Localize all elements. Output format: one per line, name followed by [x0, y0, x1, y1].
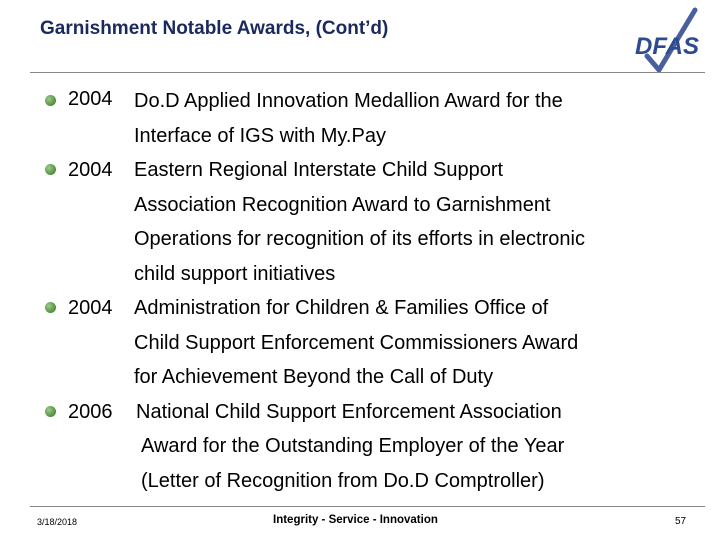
list-item [0, 291, 720, 395]
award-year: 2004 [68, 88, 113, 110]
logo-text: DFAS [635, 33, 700, 60]
award-line: Administration for Children & Families Office of [134, 297, 549, 319]
footer-divider [30, 506, 705, 507]
footer-tagline: Integrity - Service - Innovation [273, 514, 438, 526]
header-divider [30, 72, 705, 73]
award-line: Child Support Enforcement Commissioners Award [134, 331, 579, 354]
award-line: (Letter of Recognition from Do.D Comptroller) [141, 469, 545, 492]
award-line: Do.D Applied Innovation Medallion Award for the [134, 90, 563, 112]
bullet-icon [45, 406, 56, 417]
award-line: Eastern Regional Interstate Child Support [134, 159, 504, 181]
award-list [0, 86, 720, 498]
slide-title: Garnishment Notable Awards, (Cont’d) [40, 18, 389, 39]
award-year: 2004 [68, 297, 113, 319]
bullet-icon [45, 164, 56, 175]
award-line: child support initiatives [134, 262, 336, 285]
footer-date: 3/18/2018 [37, 517, 78, 527]
page-number: 57 [675, 516, 687, 527]
list-item [0, 84, 720, 153]
award-line: Award for the Outstanding Employer of the Year [141, 435, 565, 457]
award-line: National Child Support Enforcement Association [136, 400, 562, 423]
award-line: for Achievement Beyond the Call of Duty [134, 366, 494, 388]
award-line: Operations for recognition of its efforts in electronic [134, 228, 585, 250]
list-item [0, 395, 720, 499]
award-year: 2006 [68, 400, 113, 423]
award-line: Association Recognition Award to Garnishment [134, 193, 551, 216]
award-line: Interface of IGS with My.Pay [134, 124, 386, 147]
award-year: 2004 [68, 159, 113, 181]
bullet-icon [45, 95, 56, 106]
list-item [0, 153, 720, 291]
bullet-icon [45, 302, 56, 313]
dfas-logo-icon [633, 6, 703, 72]
